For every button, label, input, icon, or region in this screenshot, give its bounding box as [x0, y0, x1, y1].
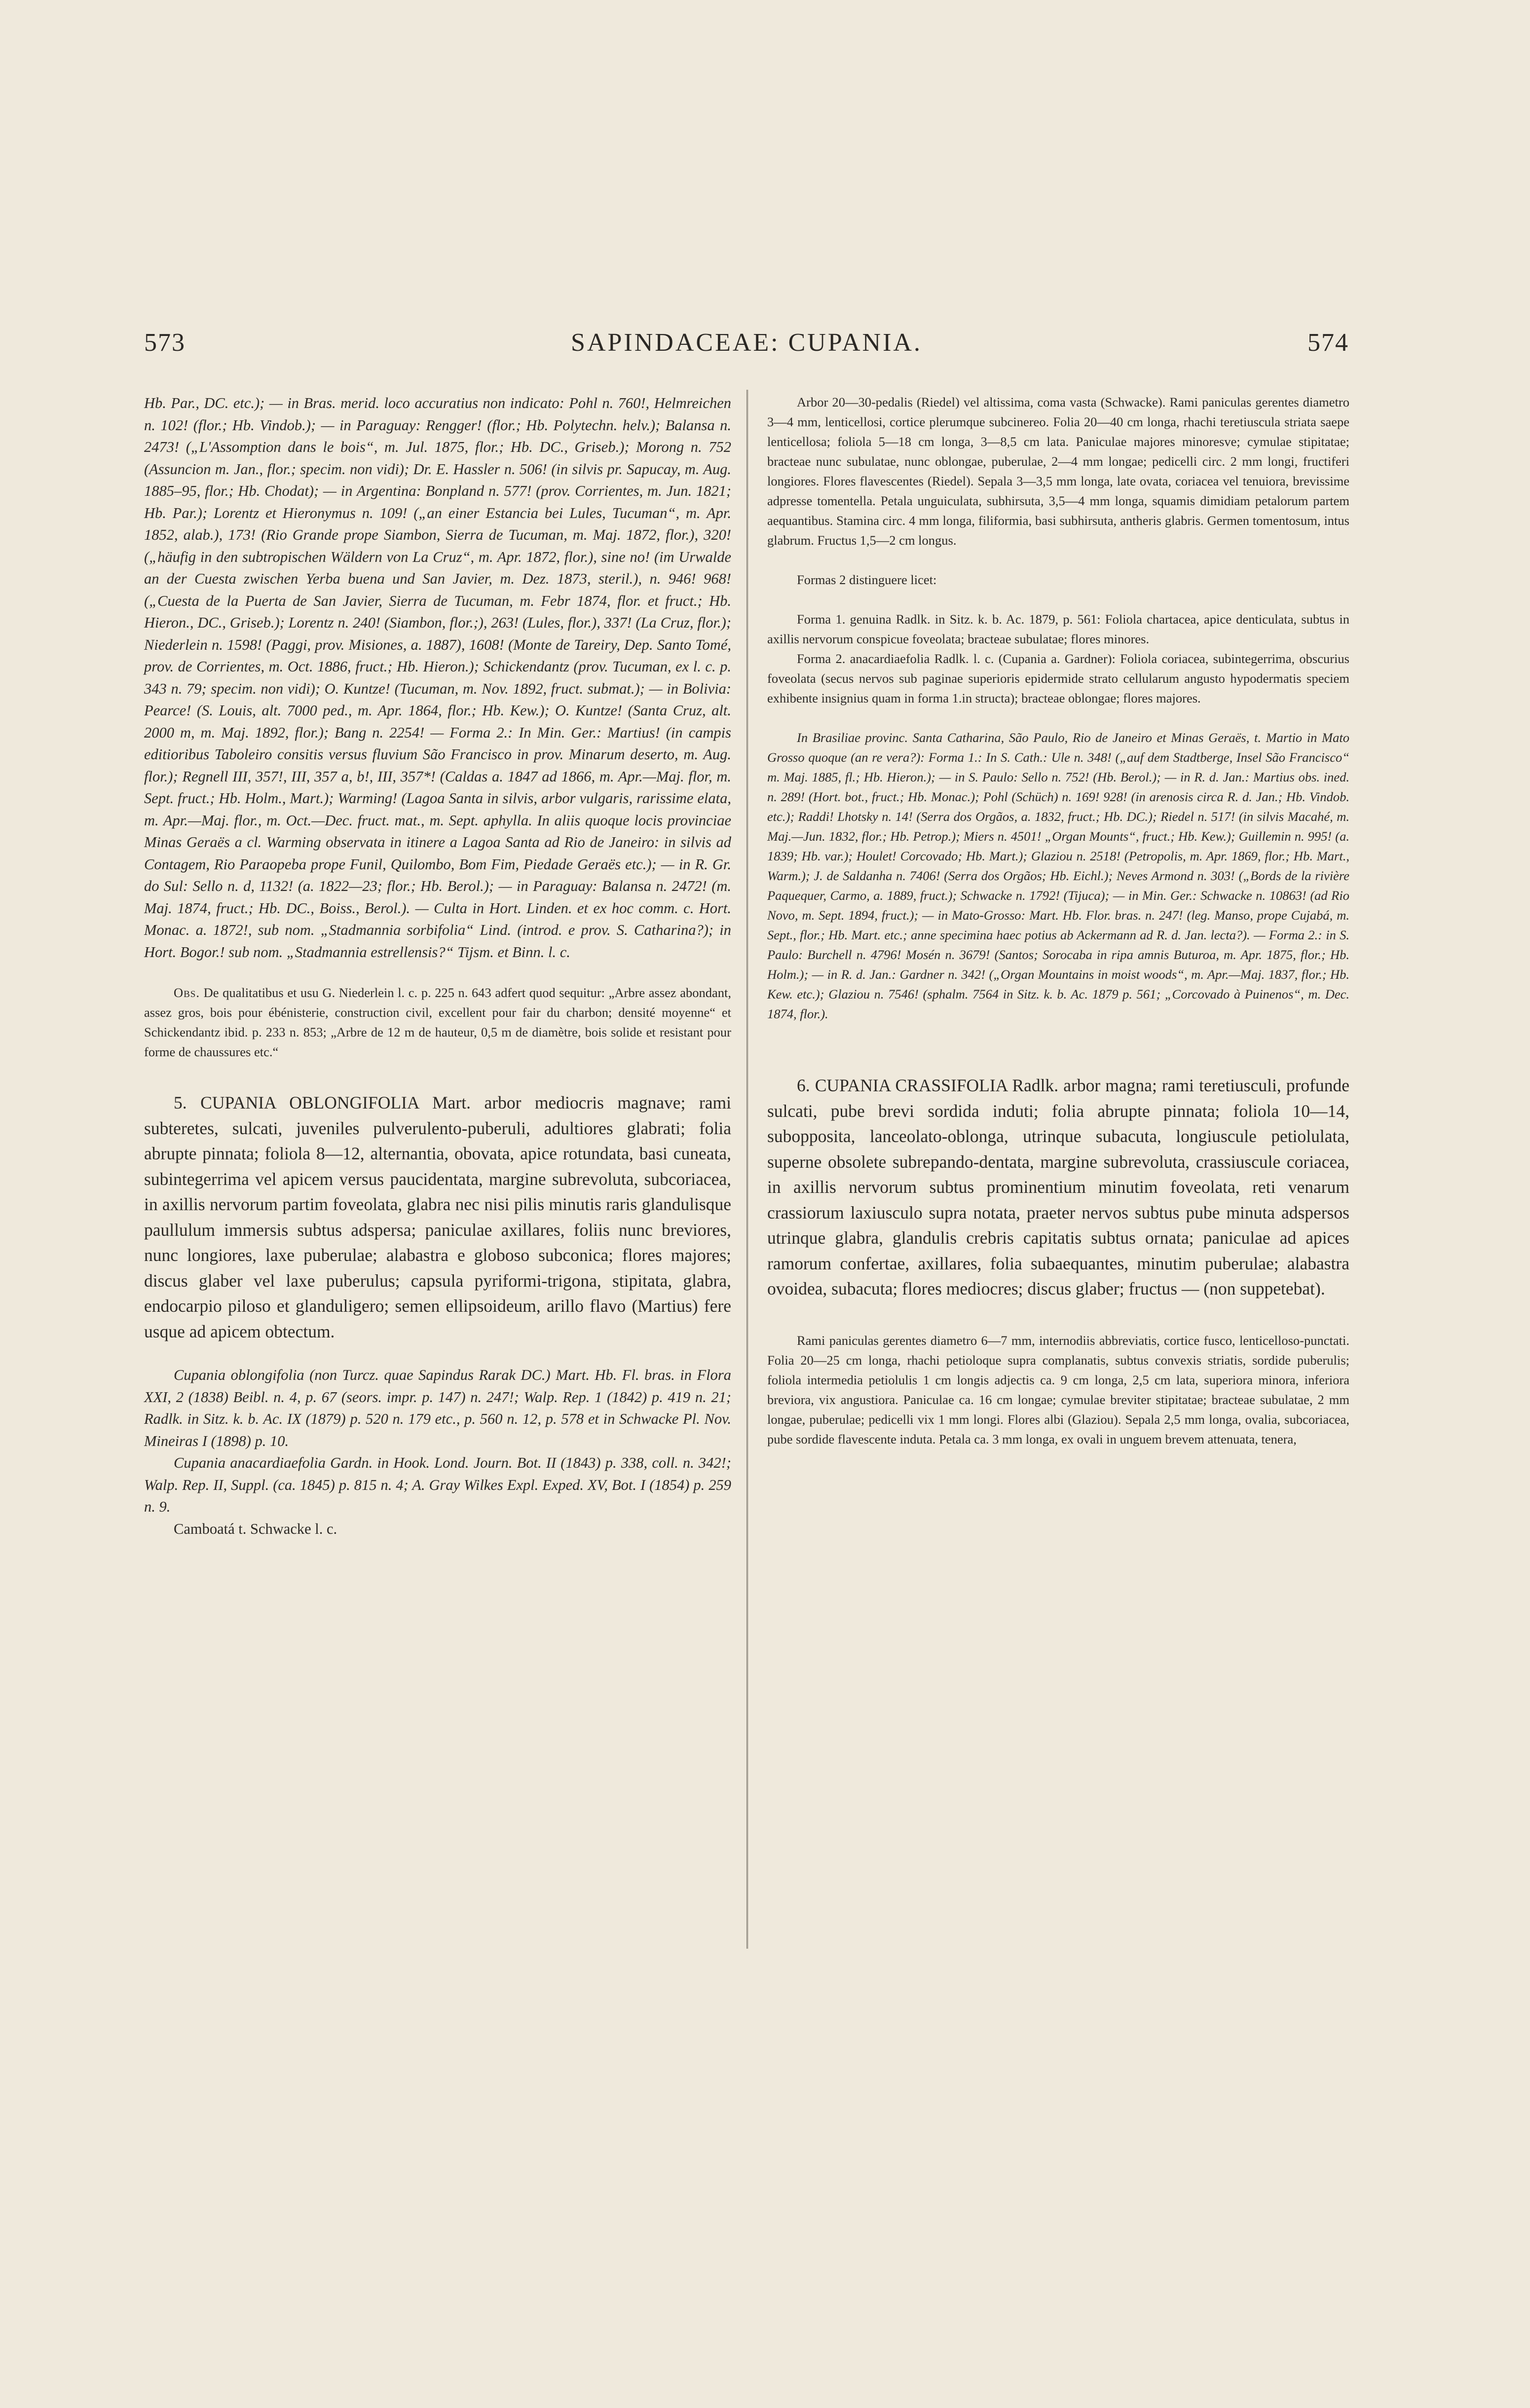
synonym-2: Cupania anacardiaefolia Gardn. in Hook. Lond. Journ. Bot. II (1843) p. 338, coll. n. 342!; Walp. Rep. II, Suppl. (ca. 1845) p. 815 n. 4; A. Gray Wilkes Expl. Exped. XV, Bot. I (1854) p. 259 n. 9.	[144, 1454, 731, 1515]
observation-paragraph	[144, 983, 731, 1062]
forma-1: Forma 1. genuina Radlk. in Sitz. k. b. Ac. 1879, p. 561: Foliola chartacea, apice denticulata, subtus in axillis nervorum conspicue foveolata; bracteae subulatae; flores minores.	[767, 612, 1349, 646]
right-column	[767, 392, 1349, 1449]
obs-text: De qualitatibus et usu G. Niederlein l. c. p. 225 n. 643 adfert quod sequitur: „Arbre assez abondant, assez gros, bois pour ébénisterie, construction civil, excellent pour fair du charbon; densité moyenne“ et Schickendantz ibid. p. 233 n. 853; „Arbre de 12 m de hauteur, 0,5 m de diamètre, bois solide et resistant pour forme de chaussures etc.“	[144, 985, 732, 1059]
distribution-continued: Hb. Par., DC. etc.); — in Bras. merid. loco accuratius non indicato: Pohl n. 760!, Helmreichen n. 102! (flor.; Hb. Vindob.); — in Paraguay: Rengger! (flor.; Hb. Polytechn. helv.); Balansa n. 2473! („L'Assomption dans le bois“, m. Jul. 1875, flor.; Hb. DC., Griseb.); Morong n. 752 (Assuncion m. Jan., flor.; specim. non vidi); Dr. E. Hassler n. 506! (in silvis pr. Sapucay, m. Aug. 1885–95, flor.; Hb. Chodat); — in Argentina: Bonpland n. 577! (prov. Corrientes, m. Jun. 1821; Hb. Par.); Lorentz et Hieronymus n. 109! („an einer Estancia bei Lules, Tucuman“, m. Apr. 1852, alab.), 173! (Rio Grande prope Siambon, Sierra de Tucuman, m. Maj. 1872, flor.), 320! („häufig in den subtropischen Wäldern von La Cruz“, m. Apr. 1872, flor.), sine no! (im Urwalde an der Cuesta zwischen Yerba buena und San Javier, m. Dez. 1873, steril.), n. 946! 968! („Cuesta de la Puerta de San Javier, Sierra de Tucuman, m. Febr 1874, flor. et fruct.; Hb. Hieron., DC., Griseb.); Lorentz n. 240! (Siambon, flor.;), 263! (Lules, flor.), 337! (La Cruz, flor.); Niederlein n. 1598! (Paggi, prov. Misiones, a. 1887), 1608! (Monte de Tareiry, Dep. Santo Tomé, prov. de Corrientes, m. Oct. 1886, fruct.; Hb. Hieron.); Schickendantz (prov. Tucuman, ex l. c. p. 343 n. 79; specim. non vidi); O. Kuntze! (Tucuman, m. Nov. 1892, fruct. submat.); — in Bolivia: Pearce! (S. Louis, alt. 7000 ped., m. Apr. 1864, flor.; Hb. Kew.); O. Kuntze! (Santa Cruz, alt. 2000 m, m. Maj. 1892, flor.); Bang n. 2254! — Forma 2.: In Min. Ger.: Martius! (in campis editioribus Taboleiro consitis versus fluvium São Francisco in prov. Minarum deserto, m. Aug. flor.); Regnell III, 357!, III, 357 a, b!, III, 357*! (Caldas a. 1847 ad 1866, m. Apr.—Maj. flor, m. Sept. fruct.; Hb. Holm., Mart.); Warming! (Lagoa Santa in silvis, arbor vulgaris, rarissime elata, m. Apr.—Maj. flor., m. Oct.—Dec. fruct. mat., m. Sept. aphylla. In aliis quoque locis provinciae Minas Geraës a cl. Warming observata in itinere a Lagoa Santa ad Rio de Janeiro: in silvis ad Contagem, Rio Paraopeba prope Funil, Quilombo, Bom Fim, Piedade Geraës etc.); — in R. Gr. do Sul: Sello n. d, 1132! (a. 1822—23; flor.; Hb. Berol.); — in Paraguay: Balansa n. 2472! (m. Maj. 1874, fruct.; Hb. DC., Boiss., Berol.). — Culta in Hort. Linden. et ex hoc comm. c. Hort. Monac. a. 1872!, sub nom. „Stadmannia sorbifolia“ Lind. (introd. e prov. S. Catharina?); in Hort. Bogor.! sub nom. „Stadmannia estrellensis?“ Tijsm. et Binn. l. c.	[144, 395, 731, 961]
forma-2: Forma 2. anacardiaefolia Radlk. l. c. (Cupania a. Gardner): Foliola coriacea, subintegerrima, obscurius foveolata (secus nervos sub paginae superioris epidermide strato cellularum angusto hypodermatis speciem exhibente insignius quam in forma 1.in structa); bracteae oblongae; flores majores.	[767, 651, 1349, 705]
page-number-right: 574	[1307, 329, 1349, 357]
species-6-diagnosis: arbor magna; rami teretiusculi, profunde sulcati, pube brevi sordida induti; folia abrupte pinnata; foliola 10—14, subopposita, lanceolato-oblonga, utrinque subacuta, longiuscule petiolulata, superne obsolete subrepando-dentata, margine subrevoluta, crassiuscule coriacea, in axillis nervorum subtus prominentium minutim foveolata, reti venarum crassiorum laxiusculo supra notata, praeter nervos subtus pube minuta adspersos utrinque glabra, glandulis crebris capitatis subtus ornata; paniculae ad apices ramorum confertae, axillares, folia subaequantes, minutim puberulae; alabastra ovoidea, subacuta; flores mediocres; discus glaber; fructus — (non suppetebat).	[767, 1075, 1349, 1298]
left-column	[144, 392, 731, 1540]
species-5-diagnosis: arbor mediocris magnave; rami subteretes, sulcati, juveniles pulverulento-puberuli, adultiores glabrati; folia abrupte pinnata; foliola 8—12, alternantia, obovata, apice rotundata, basi cuneata, subintegerrima vel apicem versus paucidentata, margine subrevoluta, subcoriacea, in axillis nervorum partim foveolata, glabra nec nisi pilis minutis raris glandulisque paullulum immersis subtus adspersa; paniculae axillares, foliis nunc breviores, nunc longiores, laxe puberulae; alabastra e globoso subconica; flores majores; discus glaber vel laxe puberulus; capsula pyriformi-trigona, stipitata, glabra, endocarpio piloso et glanduligero; semen ellipsoideum, arillo flavo (Martius) fere usque ad apicem obtectum.	[144, 1093, 731, 1341]
species-5-heading: 5. CUPANIA OBLONGIFOLIA Mart.	[174, 1093, 471, 1112]
species-description: Arbor 20—30-pedalis (Riedel) vel altissima, coma vasta (Schwacke). Rami paniculas gerentes diametro 3—4 mm, lenticellosi, cortice plerumque subcinereo. Folia 20—40 cm longa, rhachi teretiuscula striata saepe lenticellosa; foliola 5—18 cm longa, 3—8,5 cm lata. Paniculae majores minoresve; cymulae stipitatae; bracteae nunc subulatae, nunc oblongae, puberulae, 2—4 mm longae; pedicelli circ. 2 mm longi, fructiferi longiores. Flores flavescentes (Riedel). Sepala 3—3,5 mm longa, late ovata, coriacea vel tenuiora, brevissime adpresse tomentella. Petala unguiculata, subhirsuta, 3,5—4 mm longa, squamis dimidiam petalorum partem aequantibus. Stamina circ. 4 mm longa, filiformia, basi subhirsuta, antheris glabris. Germen tomentosum, intus glabrum. Fructus 1,5—2 cm longus.	[767, 395, 1349, 548]
species-6-heading: 6. CUPANIA CRASSIFOLIA Radlk.	[797, 1075, 1059, 1095]
vernacular-name: Camboatá t. Schwacke l. c.	[174, 1520, 337, 1537]
obs-label: Obs.	[174, 985, 200, 1000]
distribution-paragraph: In Brasiliae provinc. Santa Catharina, São Paulo, Rio de Janeiro et Minas Geraës, t. Martio in Mato Grosso quoque (an re vera?): Forma 1.: In S. Cath.: Ule n. 348! („auf dem Stadtberge, Insel São Francisco“ m. Maj. 1885, fl.; Hb. Hieron.); — in S. Paulo: Sello n. 752! (Hb. Berol.); — in R. d. Jan.: Martius obs. ined. n. 289! (Hort. bot., fruct.; Hb. Monac.); Pohl (Schüch) n. 169! 928! (in arenosis circa R. d. Jan.; Hb. Vindob. etc.); Raddi! Lhotsky n. 14! (Serra dos Orgãos, a. 1832, fruct.; Hb. DC.); Riedel n. 517! (in silvis Macahé, m. Maj.—Jun. 1832, flor.; Hb. Petrop.); Miers n. 4501! „Organ Mounts“, fruct.; Hb. Kew.); Guillemin n. 995! (a. 1839; Hb. var.); Houlet! Corcovado; Hb. Mart.); Glaziou n. 2518! (Petropolis, m. Apr. 1869, flor.; Hb. Mart., Warm.); J. de Saldanha n. 7406! (Serra dos Orgãos; Hb. Eichl.); Neves Armond n. 303! („Bords de la rivière Paquequer, Carmo, a. 1889, fruct.); Schwacke n. 1792! (Tijuca); — in Min. Ger.: Schwacke n. 10863! (ad Rio Novo, m. Sept. 1894, fruct.); — in Mato-Grosso: Mart. Hb. Flor. bras. n. 247! (leg. Manso, prope Cujabá, m. Sept., flor.; Hb. Mart. etc.; anne specimina haec potius ab Ackermann ad R. d. Jan. lecta?). — Forma 2.: in S. Paulo: Burchell n. 4796! Mosén n. 3679! (Santos; Sorocaba in ripa amnis Buturoa, m. Apr. 1875, flor.; Hb. Holm.); — in R. d. Jan.: Gardner n. 342! („Organ Mountains in moist woods“, m. Apr.—Maj. 1837, flor.; Hb. Kew. etc.); Glaziou n. 7546! (sphalm. 7564 in Sitz. k. b. Ac. 1879 p. 561; „Corcovado à Puinenos“, m. Dec. 1874, flor.).	[767, 730, 1349, 1021]
formae-intro: Formas 2 distinguere licet:	[797, 572, 937, 587]
synonym-1: Cupania oblongifolia (non Turcz. quae Sapindus Rarak DC.) Mart. Hb. Fl. bras. in Flora XXI, 2 (1838) Beibl. n. 4, p. 67 (seors. impr. p. 147) n. 247!; Walp. Rep. 1 (1842) p. 419 n. 21; Radlk. in Sitz. k. b. Ac. IX (1879) p. 520 n. 179 etc., p. 560 n. 12, p. 578 et in Schwacke Pl. Nov. Mineiras I (1898) p. 10.	[144, 1367, 731, 1449]
species-6-details: Rami paniculas gerentes diametro 6—7 mm, internodiis abbreviatis, cortice fusco, lenticelloso-punctati. Folia 20—25 cm longa, rhachi petioloque supra complanatis, subtus convexis striatis, sordide puberulis; foliola intermedia petiolulis 1 cm longis adjectis ca. 9 cm longa, 2,5 cm lata, superiora minora, inferiora breviora, vix angustiora. Paniculae ca. 16 cm longae; cymulae breviter stipitatae; bracteae subulatae, 2 mm longae, puberulae; pedicelli vix 1 mm longi. Flores albi (Glaziou). Sepala 2,5 mm longa, ovalia, subcoriacea, pube sordide flavescente induta. Petala ca. 3 mm longa, ex ovali in unguem brevem attenuata, tenera,	[767, 1333, 1349, 1446]
running-title: SAPINDACEAE: CUPANIA.	[571, 329, 922, 357]
page-number-left: 573	[144, 329, 186, 357]
species-6-description	[767, 1073, 1349, 1302]
column-divider	[746, 390, 748, 1949]
species-5-description	[144, 1090, 731, 1344]
page-header	[144, 328, 1349, 363]
